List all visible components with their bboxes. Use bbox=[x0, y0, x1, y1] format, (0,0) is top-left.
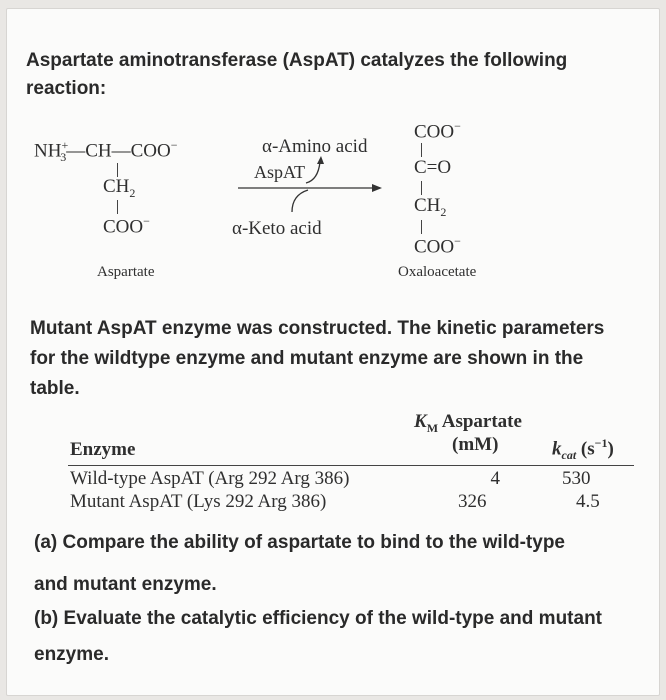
oxaloacetate-bond-2 bbox=[421, 181, 422, 195]
oxaloacetate-bond-3 bbox=[421, 220, 422, 234]
amino-acid-label: α-Amino acid bbox=[262, 136, 368, 157]
question-a-line-1: (a) Compare the ability of aspartate to bind to the wild-type bbox=[34, 532, 565, 553]
table-row-2-km: 326 bbox=[458, 491, 487, 512]
oxaloacetate-bond-1 bbox=[421, 143, 422, 157]
table-row-1-enzyme: Wild-type AspAT (Arg 292 Arg 386) bbox=[70, 468, 350, 489]
intro-line-1: Aspartate aminotransferase (AspAT) catalyzes the following bbox=[26, 50, 568, 71]
aspartate-label: Aspartate bbox=[97, 264, 155, 280]
table-header-rule bbox=[68, 465, 634, 466]
oxaloacetate-co: C=O bbox=[414, 157, 452, 178]
km-header-line-2: (mM) bbox=[452, 434, 499, 455]
mutant-text-line-1: Mutant AspAT enzyme was constructed. The kinetic parameters bbox=[30, 318, 605, 339]
table-row-1-kcat: 530 bbox=[562, 468, 591, 489]
mutant-text-line-3: table. bbox=[30, 378, 80, 399]
enzyme-header: Enzyme bbox=[70, 439, 136, 460]
mutant-text-line-2: for the wildtype enzyme and mutant enzyme are shown in the bbox=[30, 348, 584, 369]
question-b-line-2: enzyme. bbox=[34, 644, 109, 665]
table-row-2-kcat: 4.5 bbox=[576, 491, 600, 512]
keto-acid-label: α-Keto acid bbox=[232, 218, 322, 239]
table-row-2-enzyme: Mutant AspAT (Lys 292 Arg 386) bbox=[70, 491, 327, 512]
table-row-1-km: 4 bbox=[490, 468, 500, 489]
aspartate-coo: COO− bbox=[103, 214, 150, 238]
question-a-line-2: and mutant enzyme. bbox=[34, 574, 217, 595]
aspartate-bond-1 bbox=[117, 163, 118, 177]
oxaloacetate-ch2: $CH_2$ bbox=[414, 195, 447, 219]
reaction-arrow bbox=[232, 150, 392, 220]
km-header-line-1: $K_M$ Aspartate bbox=[414, 411, 522, 435]
oxaloacetate-coo: COO− bbox=[414, 234, 461, 258]
aspartate-bond-2 bbox=[117, 200, 118, 214]
enzyme-label: AspAT bbox=[254, 162, 306, 182]
aspartate-ch2: $CH_2$ bbox=[103, 176, 136, 200]
oxaloacetate-label: Oxaloacetate bbox=[398, 264, 477, 280]
oxaloacetate-coo-top: COO− bbox=[414, 119, 461, 143]
question-b-line-1: (b) Evaluate the catalytic efficiency of the wild-type and mutant bbox=[34, 608, 602, 629]
aspartate-formula-top: $NH^+_3—CH—COO^-$ bbox=[34, 138, 178, 165]
kcat-header: $k_{cat}$ $(s^{-1})$ bbox=[552, 436, 614, 463]
intro-line-2: reaction: bbox=[26, 78, 107, 99]
